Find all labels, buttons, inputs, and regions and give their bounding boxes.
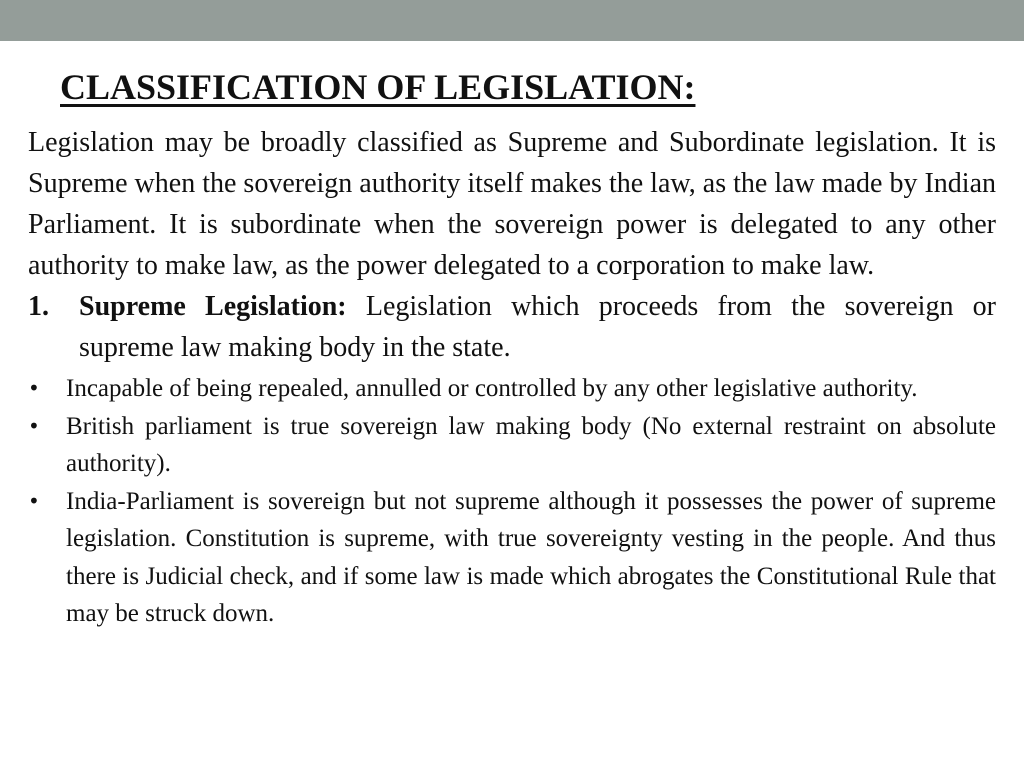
list-number: 1. — [28, 291, 49, 322]
slide-content — [28, 122, 996, 633]
numbered-item-heading: Supreme Legislation: — [79, 291, 347, 322]
bullet-text: Incapable of being repealed, annulled or controlled by any other legislative authority. — [66, 375, 918, 402]
bullet-list — [28, 370, 996, 633]
top-bar — [0, 0, 1024, 41]
bullet-item — [28, 483, 996, 633]
bullet-text: India-Parliament is sovereign but not supreme although it possesses the power of supreme legislation. Constitution is supreme, with true sovereignty vesting in the people. And thus there is Judicial check, and if some law is made which abrogates the Constitutional Rule that may be struck down. — [66, 487, 996, 627]
numbered-item-supreme-legislation — [28, 286, 996, 368]
bullet-icon: • — [28, 488, 40, 513]
bullet-text: British parliament is true sovereign law making body (No external restraint on absolute authority). — [66, 412, 996, 477]
bullet-icon: • — [28, 413, 40, 438]
numbered-item-text: Legislation which proceeds from the sovereign or supreme law making body in the state. — [79, 291, 996, 363]
bullet-icon: • — [28, 376, 40, 400]
bullet-item — [28, 408, 996, 483]
bullet-item — [28, 370, 996, 408]
intro-paragraph: Legislation may be broadly classified as Supreme and Subordinate legislation. It is Supreme when the sovereign authority itself makes the law, as the law made by Indian Parliament. It is subordinate when the sovereign power is delegated to any other authority to make law, as the power delegated to a corporation to make law. — [28, 127, 996, 281]
slide-title: CLASSIFICATION OF LEGISLATION: — [60, 67, 696, 107]
